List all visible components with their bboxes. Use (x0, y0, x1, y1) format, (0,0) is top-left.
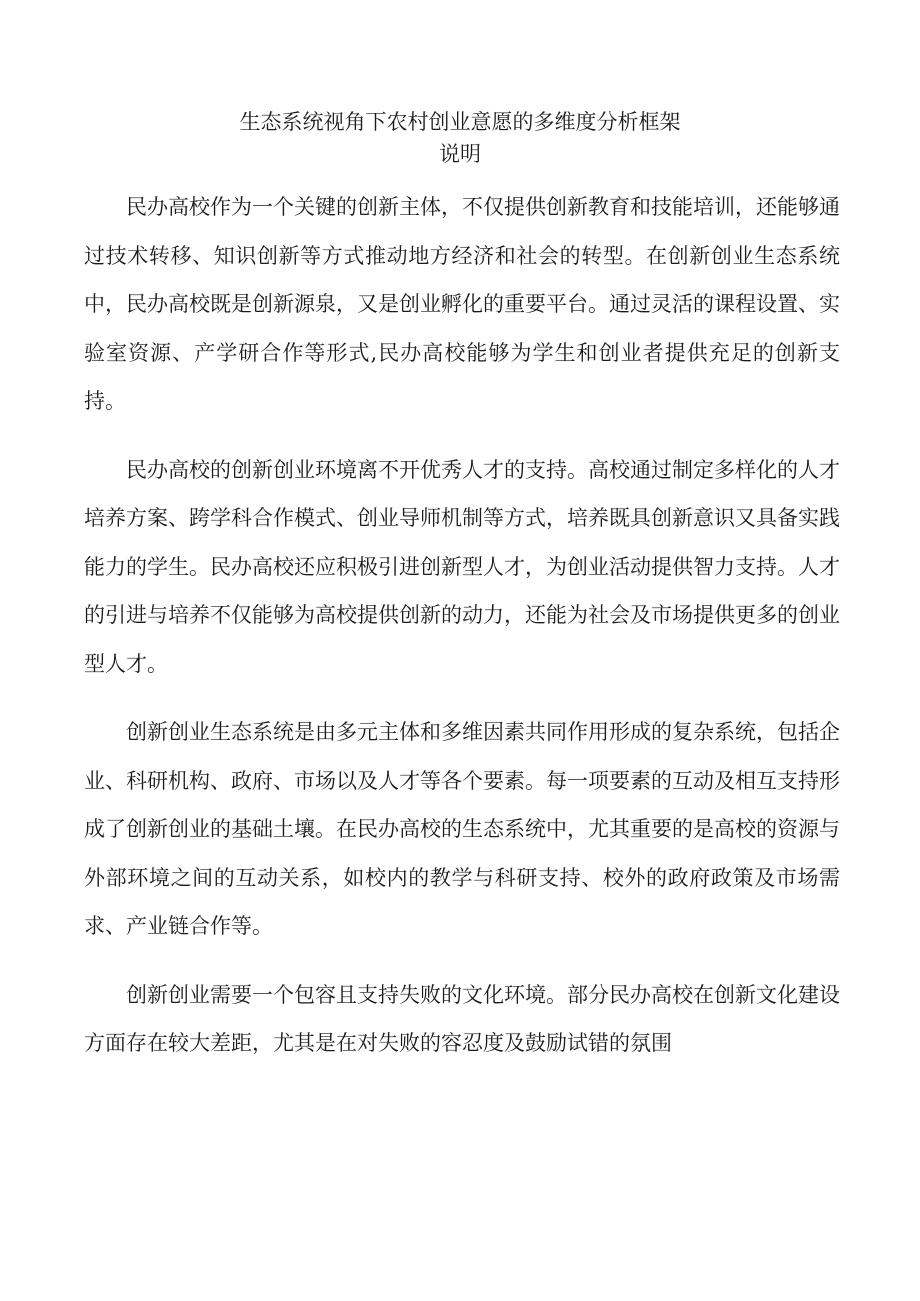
paragraph-4: 创新创业需要一个包容且支持失败的文化环境。部分民办高校在创新文化建设方面存在较大差距，尤其是在对失败的容忍度及鼓励试错的氛围 (84, 982, 840, 1055)
document-title: 生态系统视角下农村创业意愿的多维度分析框架 (239, 110, 681, 134)
title-block (0, 106, 920, 170)
paragraph-1: 民办高校作为一个关键的创新主体，不仅提供创新教育和技能培训，还能够通过技术转移、知识创新等方式推动地方经济和社会的转型。在创新创业生态系统中，民办高校既是创新源泉，又是创业孵化的重要平台。通过灵活的课程设置、实验室资源、产学研合作等形式,民办高校能够为学生和创业者提供充足的创新支持。 (84, 195, 840, 413)
paragraph-2: 民办高校的创新创业环境离不开优秀人才的支持。高校通过制定多样化的人才培养方案、跨学科合作模式、创业导师机制等方式，培养既具创新意识又具备实践能力的学生。民办高校还应积极引进创新型人才，为创业活动提供智力支持。人才的引进与培养不仅能够为高校提供创新的动力，还能为社会及市场提供更多的创业型人才。 (84, 457, 840, 676)
document-body (84, 183, 840, 1088)
paragraph-3: 创新创业生态系统是由多元主体和多维因素共同作用形成的复杂系统，包括企业、科研机构、政府、市场以及人才等各个要素。每一项要素的互动及相互支持形成了创新创业的基础土壤。在民办高校的生态系统中，尤其重要的是高校的资源与外部环境之间的互动关系，如校内的教学与科研支持、校外的政府政策及市场需求、产业链合作等。 (84, 720, 840, 938)
document-subtitle: 说明 (439, 142, 481, 166)
